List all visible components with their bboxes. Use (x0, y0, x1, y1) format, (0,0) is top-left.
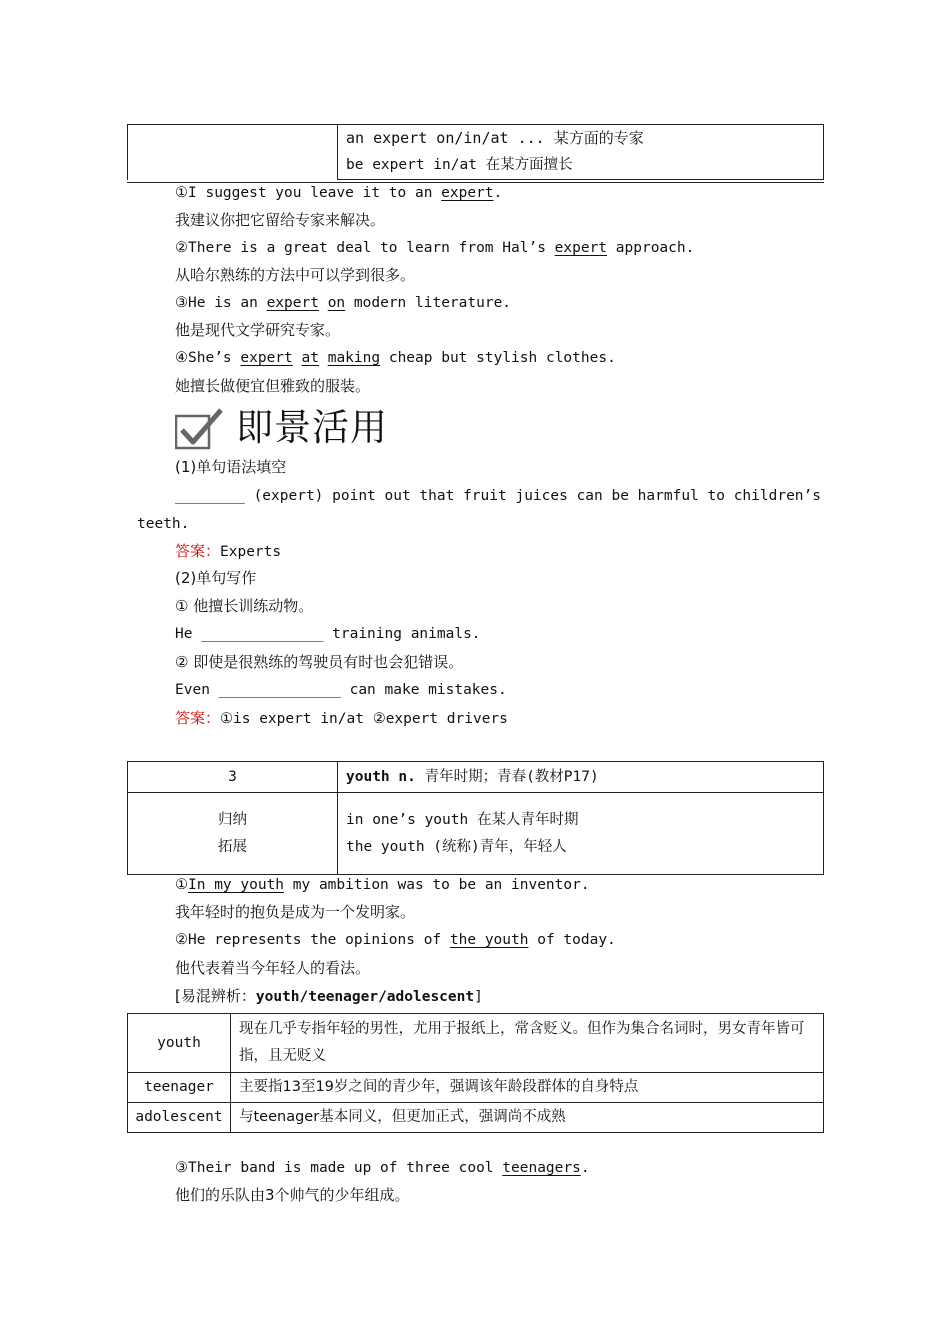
table-phrase-cell (338, 125, 824, 180)
practice-heading: 即景活用 (236, 406, 388, 449)
desc-cell: 现在几乎专指年轻的男性，尤用于报纸上，常含贬义。但作为集合名词时，男女青年皆可指，且无贬义 (231, 1014, 824, 1073)
example-translation: 她擅长做便宜但雅致的服装。 (175, 377, 371, 395)
example-translation: 他是现代文学研究专家。 (175, 321, 341, 339)
table-left-cell (128, 125, 338, 180)
answer-line: 答案：①is expert in/at ②expert drivers (175, 709, 508, 727)
checkbox-icon (175, 408, 223, 450)
question-line: He ______________ training animals. (175, 626, 481, 642)
example-translation: 他们的乐队由3个帅气的少年组成。 (175, 1186, 410, 1204)
question-prompt: ① 他擅长训练动物。 (175, 597, 314, 615)
question-line: ________ (expert) point out that fruit juices can be harmful to children’s (175, 488, 822, 504)
phrase-line: be expert in/at 在某方面擅长 (346, 157, 573, 173)
desc-cell: 主要指13至19岁之间的青少年，强调该年龄段群体的自身特点 (231, 1073, 824, 1103)
example-sentence: ③Their band is made up of three cool teenagers. (175, 1160, 590, 1176)
entry-number: 3 (128, 762, 338, 793)
example-sentence: ②There is a great deal to learn from Hal’s expert approach. (175, 240, 695, 256)
question-line: Even ______________ can make mistakes. (175, 682, 507, 698)
expand-label: 归纳 拓展 (128, 793, 338, 875)
desc-cell: 与teenager基本同义，但更加正式，强调尚不成熟 (231, 1103, 824, 1133)
part2-label: (2)单句写作 (175, 569, 257, 587)
part1-label: (1)单句语法填空 (175, 458, 287, 476)
example-sentence: ②He represents the opinions of the youth of today. (175, 932, 616, 948)
expand-phrases (338, 793, 824, 875)
example-sentence: ③He is an expert on modern literature. (175, 295, 512, 311)
example-translation: 我年轻时的抱负是成为一个发明家。 (175, 903, 416, 921)
question-line: teeth. (137, 516, 190, 532)
answer-line: 答案：Experts (175, 542, 282, 560)
example-translation: 从哈尔熟练的方法中可以学到很多。 (175, 266, 416, 284)
phrase-line: in one’s youth 在某人青年时期 (346, 811, 579, 828)
youth-table (127, 761, 824, 875)
term-cell: youth (128, 1014, 231, 1073)
phrase-line: the youth (统称)青年，年轻人 (346, 838, 567, 855)
expert-phrase-table (127, 124, 824, 180)
question-prompt: ② 即使是很熟练的驾驶员有时也会犯错误。 (175, 653, 464, 671)
confusion-table (127, 1013, 824, 1133)
term-cell: teenager (128, 1073, 231, 1103)
example-translation: 他代表着当今年轻人的看法。 (175, 959, 371, 977)
phrase-line: an expert on/in/at ... 某方面的专家 (346, 129, 644, 147)
entry-headword: youth n. 青年时期；青春(教材P17) (338, 762, 824, 793)
example-translation: 我建议你把它留给专家来解决。 (175, 211, 386, 229)
term-cell: adolescent (128, 1103, 231, 1133)
confusion-label: [易混辨析：youth/teenager/adolescent] (175, 987, 483, 1005)
example-sentence: ①I suggest you leave it to an expert. (175, 185, 503, 201)
example-sentence: ①In my youth my ambition was to be an inventor. (175, 877, 590, 893)
example-sentence: ④She’s expert at making cheap but stylish clothes. (175, 350, 616, 366)
